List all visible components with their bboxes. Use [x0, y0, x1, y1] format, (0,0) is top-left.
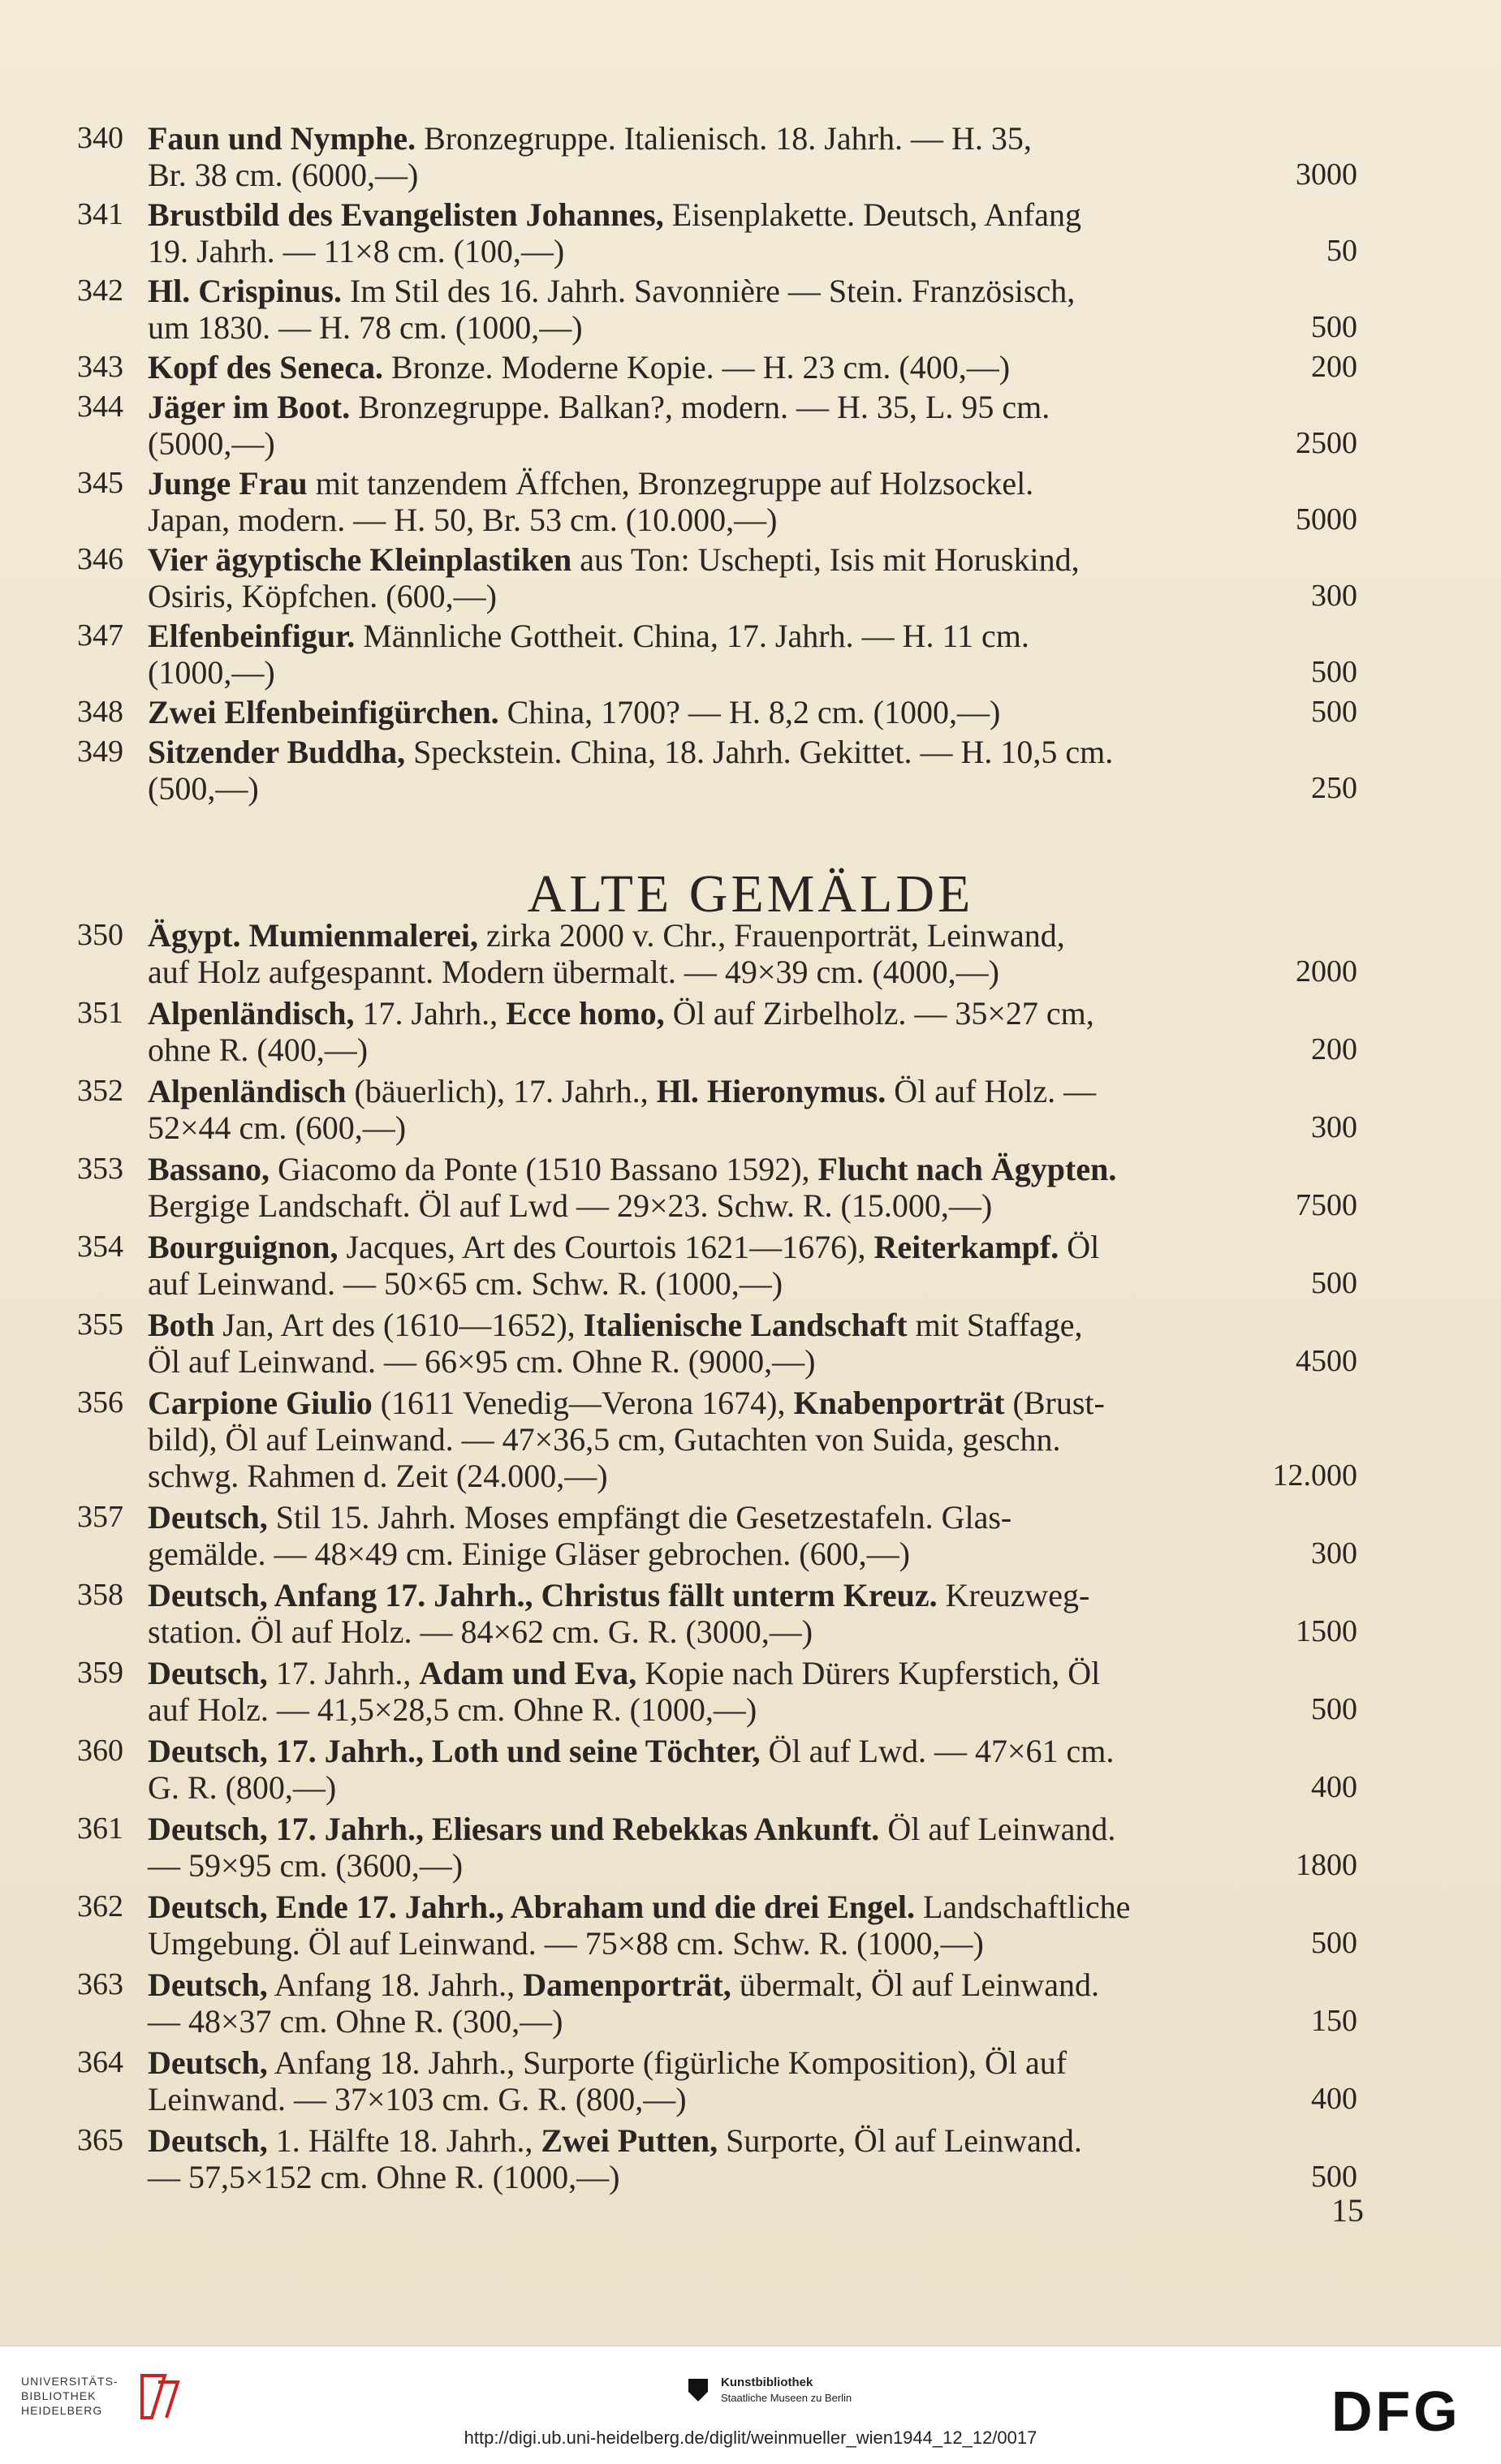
lot-estimate-price: 150 — [1311, 2004, 1357, 2038]
lot-description — [148, 1151, 1357, 1224]
lot-line — [148, 1847, 1357, 1884]
lot-line — [148, 734, 1357, 770]
lot-line — [148, 1769, 1357, 1806]
lot-line — [148, 1733, 1357, 1769]
lot-number: 365 — [77, 2123, 123, 2157]
lot-text: 1. Hälfte 18. Jahrh., — [267, 2122, 541, 2159]
lot-text: (1611 Venedig—Verona 1674), — [372, 1385, 794, 1421]
lot-estimate-price: 500 — [1311, 655, 1357, 689]
lot-title-text: Hl. Crispinus. — [148, 273, 342, 309]
lot-number: 357 — [77, 1500, 123, 1534]
lot-estimate-price: 200 — [1311, 1032, 1357, 1066]
lot-text: Japan, modern. — H. 50, Br. 53 cm. (10.000,—) — [148, 502, 778, 538]
lot-estimate-price: 500 — [1311, 1266, 1357, 1300]
university-line: HEIDELBERG — [21, 2404, 103, 2417]
lot-line — [148, 1655, 1357, 1691]
lot-text: 17. Jahrh., — [354, 995, 507, 1032]
lot-number: 345 — [77, 466, 123, 500]
lot-title-text: Elfenbeinfigur. — [148, 618, 356, 654]
lot-title-text: Deutsch, 17. Jahrh., Eliesars und Rebekkas Ankunft. — [148, 1811, 880, 1847]
lot-number: 354 — [77, 1230, 123, 1264]
lot-title-text: Ägypt. Mumienmalerei, — [148, 917, 478, 954]
lot-number: 358 — [77, 1578, 123, 1612]
lot-estimate-price: 500 — [1311, 1926, 1357, 1960]
lot-line — [148, 1265, 1357, 1302]
lot-text: Öl auf Holz. — — [886, 1073, 1097, 1109]
lot-estimate-price: 400 — [1311, 2082, 1357, 2116]
lot-description — [148, 2122, 1357, 2195]
lot-description — [148, 995, 1357, 1068]
lot-title-text: Bourguignon, — [148, 1229, 339, 1265]
lot-text: Eisenplakette. Deutsch, Anfang — [663, 196, 1081, 233]
lot-title-text: Bassano, — [148, 1151, 270, 1187]
lot-estimate-price: 250 — [1311, 771, 1357, 805]
lot-title-text: Alpenländisch, — [148, 995, 355, 1032]
lot-line — [148, 917, 1357, 954]
lot-title-text: Deutsch, 17. Jahrh., Loth und seine Töchter, — [148, 1733, 761, 1769]
lot-line — [148, 1536, 1357, 1572]
lot-estimate-price: 50 — [1326, 234, 1357, 268]
lot-text: bild), Öl auf Leinwand. — 47×36,5 cm, Gutachten von Suida, geschn. — [148, 1421, 1061, 1458]
lot-title-text: Kopf des Seneca. — [148, 349, 383, 386]
kunstbibliothek-label — [721, 2376, 852, 2404]
lot-title-text: Vier ägyptische Kleinplastiken — [148, 541, 572, 578]
lot-line — [148, 502, 1357, 538]
lot-line — [148, 1499, 1357, 1536]
lot-title-text: Brustbild des Evangelisten Johannes, — [148, 196, 664, 233]
lot-line — [148, 465, 1357, 502]
lot-text: auf Leinwand. — 50×65 cm. Schw. R. (1000,—) — [148, 1265, 783, 1302]
lot-title-text: Sitzender Buddha, — [148, 734, 406, 770]
lot-text: — 48×37 cm. Ohne R. (300,—) — [148, 2003, 563, 2040]
lot-title-text: Knabenporträt — [793, 1385, 1005, 1421]
lot-line — [148, 2003, 1357, 2040]
lot-estimate-price: 500 — [1311, 695, 1357, 729]
lot-title-text: Italienische Landschaft — [583, 1307, 908, 1343]
lot-line — [148, 389, 1357, 425]
university-line: UNIVERSITÄTS- — [21, 2375, 119, 2388]
lot-number: 356 — [77, 1385, 123, 1419]
lot-estimate-price: 1500 — [1296, 1614, 1357, 1648]
lot-estimate-price: 300 — [1311, 1110, 1357, 1144]
lot-description — [148, 1889, 1357, 1962]
lot-line — [148, 1151, 1357, 1187]
lot-line — [148, 694, 1357, 730]
lot-description — [148, 2044, 1357, 2117]
lot-line — [148, 770, 1357, 807]
lot-text: Öl auf Leinwand. — [879, 1811, 1116, 1847]
lot-number: 348 — [77, 695, 123, 729]
lot-description — [148, 1307, 1357, 1380]
lot-number: 349 — [77, 734, 123, 769]
lot-estimate-price: 7500 — [1296, 1188, 1357, 1222]
lot-text: Bergige Landschaft. Öl auf Lwd — 29×23. Schw. R. (15.000,—) — [148, 1187, 993, 1224]
lot-line — [148, 196, 1357, 233]
kunstbibliothek-logo-icon — [684, 2376, 713, 2405]
lot-description — [148, 694, 1357, 730]
lot-description — [148, 1229, 1357, 1302]
lot-text: 52×44 cm. (600,—) — [148, 1109, 407, 1146]
lot-line — [148, 995, 1357, 1032]
lot-text: schwg. Rahmen d. Zeit (24.000,—) — [148, 1458, 608, 1494]
lot-line — [148, 541, 1357, 578]
lot-title-text: Deutsch, — [148, 1499, 268, 1536]
lot-text: (1000,—) — [148, 654, 275, 691]
lot-text: aus Ton: Uschepti, Isis mit Horuskind, — [572, 541, 1080, 578]
lot-line — [148, 1187, 1357, 1224]
lot-estimate-price: 1800 — [1296, 1848, 1357, 1882]
lot-text: China, 1700? — H. 8,2 cm. (1000,—) — [498, 694, 1001, 730]
lot-text: Leinwand. — 37×103 cm. G. R. (800,—) — [148, 2081, 687, 2117]
lot-text: station. Öl auf Holz. — 84×62 cm. G. R. (3000,—) — [148, 1613, 813, 1650]
lot-description — [148, 1811, 1357, 1884]
lot-line — [148, 578, 1357, 614]
dfg-logo: DFG — [1331, 2380, 1461, 2443]
lot-text: Öl auf Leinwand. — 66×95 cm. Ohne R. (9000,—) — [148, 1343, 816, 1380]
lot-text: Kopie nach Dürers Kupferstich, Öl — [636, 1655, 1101, 1691]
lot-number: 347 — [77, 618, 123, 653]
lot-text: mit tanzendem Äffchen, Bronzegruppe auf Holzsockel. — [307, 465, 1034, 502]
lot-line — [148, 1691, 1357, 1728]
lot-number: 341 — [77, 197, 123, 231]
lot-line — [148, 1307, 1357, 1343]
lot-title-text: Deutsch, Anfang 17. Jahrh., Christus fällt unterm Kreuz. — [148, 1577, 938, 1613]
lot-text: Surporte, Öl auf Leinwand. — [718, 2122, 1082, 2159]
lot-text: Bronzegruppe. Balkan?, modern. — H. 35, L. 95 cm. — [350, 389, 1050, 425]
lot-text: Umgebung. Öl auf Leinwand. — 75×88 cm. Schw. R. (1000,—) — [148, 1925, 984, 1962]
lot-line — [148, 2122, 1357, 2159]
lot-estimate-price: 500 — [1311, 310, 1357, 344]
lot-title-text: Deutsch, — [148, 2044, 268, 2081]
lot-number: 342 — [77, 274, 123, 308]
lot-text: G. R. (800,—) — [148, 1769, 337, 1806]
lot-line — [148, 309, 1357, 346]
lot-number: 351 — [77, 996, 123, 1030]
lot-estimate-price: 2000 — [1296, 954, 1357, 989]
lot-line — [148, 1613, 1357, 1650]
lot-number: 350 — [77, 918, 123, 952]
lot-description — [148, 120, 1357, 193]
lot-line — [148, 2044, 1357, 2081]
lot-line — [148, 618, 1357, 654]
lot-number: 360 — [77, 1734, 123, 1768]
lot-line — [148, 1073, 1357, 1109]
lot-line — [148, 120, 1357, 157]
lot-description — [148, 734, 1357, 807]
lot-line — [148, 233, 1357, 269]
lot-text: Anfang 18. Jahrh., — [267, 1966, 524, 2003]
university-line: BIBLIOTHEK — [21, 2389, 97, 2402]
lot-estimate-price: 5000 — [1296, 502, 1357, 536]
lot-text: ohne R. (400,—) — [148, 1032, 369, 1068]
lot-line — [148, 1385, 1357, 1421]
lot-title-text: Damenporträt, — [523, 1966, 731, 2003]
lot-estimate-price: 200 — [1311, 350, 1357, 384]
lot-line — [148, 1421, 1357, 1458]
university-library-name — [21, 2374, 151, 2418]
lot-text: Osiris, Köpfchen. (600,—) — [148, 578, 497, 614]
lot-text: Jan, Art des (1610—1652), — [214, 1307, 584, 1343]
lot-title-text: Adam und Eva, — [419, 1655, 637, 1691]
lot-estimate-price: 500 — [1311, 2160, 1357, 2194]
lot-text: übermalt, Öl auf Leinwand. — [731, 1966, 1099, 2003]
lot-description — [148, 1733, 1357, 1806]
lot-text: Männliche Gottheit. China, 17. Jahrh. — H. 11 cm. — [355, 618, 1029, 654]
lot-description — [148, 465, 1357, 538]
lot-title-text: Zwei Putten, — [541, 2122, 718, 2159]
lot-text: Giacomo da Ponte (1510 Bassano 1592), — [270, 1151, 818, 1187]
lot-number: 343 — [77, 350, 123, 384]
lot-line — [148, 1811, 1357, 1847]
lot-description — [148, 541, 1357, 614]
kunstbibliothek-title: Kunstbibliothek — [721, 2376, 813, 2389]
kunstbibliothek-subtitle: Staatliche Museen zu Berlin — [721, 2392, 852, 2404]
lot-text: Öl auf Zirbelholz. — 35×27 cm, — [664, 995, 1094, 1032]
lot-description — [148, 273, 1357, 346]
lot-title-text: Deutsch, Ende 17. Jahrh., Abraham und die drei Engel. — [148, 1889, 915, 1925]
lot-line — [148, 1966, 1357, 2003]
lot-line — [148, 349, 1357, 386]
lot-text: Kreuzweg- — [937, 1577, 1090, 1613]
lot-text: gemälde. — 48×49 cm. Einige Gläser gebrochen. (600,—) — [148, 1536, 910, 1572]
lot-description — [148, 196, 1357, 269]
lot-text: auf Holz. — 41,5×28,5 cm. Ohne R. (1000,—) — [148, 1691, 757, 1728]
lot-text: Bronzegruppe. Italienisch. 18. Jahrh. — H. 35, — [416, 120, 1032, 157]
lot-line — [148, 2159, 1357, 2195]
lot-title-text: Junge Frau — [148, 465, 308, 502]
lot-text: auf Holz aufgespannt. Modern übermalt. — 49×39 cm. (4000,—) — [148, 954, 999, 990]
lot-line — [148, 954, 1357, 990]
lot-description — [148, 1073, 1357, 1146]
lot-text: — 59×95 cm. (3600,—) — [148, 1847, 464, 1884]
lot-number: 353 — [77, 1152, 123, 1186]
lot-estimate-price: 3000 — [1296, 157, 1357, 192]
lot-number: 364 — [77, 2045, 123, 2079]
lot-text: Öl — [1059, 1229, 1100, 1265]
lot-description — [148, 1655, 1357, 1728]
lot-estimate-price: 4500 — [1296, 1344, 1357, 1378]
lot-title-text: Deutsch, — [148, 2122, 268, 2159]
lot-text: (5000,—) — [148, 425, 275, 462]
lot-title-text: Deutsch, — [148, 1655, 268, 1691]
lot-title-text: Carpione Giulio — [148, 1385, 373, 1421]
lot-line — [148, 1032, 1357, 1068]
lot-estimate-price: 500 — [1311, 1692, 1357, 1726]
lot-text: mit Staffage, — [907, 1307, 1083, 1343]
lot-line — [148, 425, 1357, 462]
lot-description — [148, 917, 1357, 990]
lot-title-text: Faun und Nymphe. — [148, 120, 416, 157]
lot-line — [148, 1229, 1357, 1265]
lot-text: Anfang 18. Jahrh., Surporte (figürliche Komposition), Öl auf — [267, 2044, 1068, 2081]
university-logo-icon — [134, 2371, 183, 2423]
lot-title-text: Hl. Hieronymus. — [656, 1073, 886, 1109]
page-number: 15 — [1331, 2192, 1364, 2229]
lot-number: 352 — [77, 1074, 123, 1108]
lot-description — [148, 1577, 1357, 1650]
lot-estimate-price: 300 — [1311, 579, 1357, 613]
lot-description — [148, 1966, 1357, 2040]
lot-text: (Brust- — [1004, 1385, 1105, 1421]
source-url-link[interactable]: http://digi.ub.uni-heidelberg.de/diglit/weinmueller_wien1944_12_12/0017 — [464, 2427, 1037, 2448]
lot-text: Jacques, Art des Courtois 1621—1676), — [338, 1229, 874, 1265]
lot-number: 346 — [77, 542, 123, 576]
lot-number: 355 — [77, 1307, 123, 1342]
lot-title-text: Zwei Elfenbeinfigürchen. — [148, 694, 499, 730]
lot-estimate-price: 12.000 — [1272, 1458, 1357, 1493]
lot-line — [148, 1458, 1357, 1494]
lot-number: 363 — [77, 1967, 123, 2001]
lot-text: (bäuerlich), 17. Jahrh., — [346, 1073, 657, 1109]
lot-line — [148, 1109, 1357, 1146]
lot-description — [148, 1499, 1357, 1572]
lot-description — [148, 389, 1357, 462]
lot-description — [148, 1385, 1357, 1494]
lot-line — [148, 157, 1357, 193]
lot-line — [148, 273, 1357, 309]
lot-description — [148, 349, 1357, 386]
lot-title-text: Ecce homo, — [506, 995, 665, 1032]
lot-text: — 57,5×152 cm. Ohne R. (1000,—) — [148, 2159, 620, 2195]
lot-text: Speckstein. China, 18. Jahrh. Gekittet. — H. 10,5 cm. — [405, 734, 1114, 770]
lot-line — [148, 1577, 1357, 1613]
lot-title-text: Alpenländisch — [148, 1073, 347, 1109]
lot-title-text: Deutsch, — [148, 1966, 268, 2003]
lot-text: Landschaftliche — [914, 1889, 1131, 1925]
lot-text: Stil 15. Jahrh. Moses empfängt die Gesetzestafeln. Glas- — [267, 1499, 1012, 1536]
lot-estimate-price: 300 — [1311, 1536, 1357, 1570]
lot-text: zirka 2000 v. Chr., Frauenporträt, Leinwand, — [477, 917, 1065, 954]
lot-estimate-price: 400 — [1311, 1770, 1357, 1804]
lot-line — [148, 1889, 1357, 1925]
lot-text: Im Stil des 16. Jahrh. Savonnière — Stein. Französisch, — [341, 273, 1076, 309]
lot-text: 17. Jahrh., — [267, 1655, 420, 1691]
lot-number: 359 — [77, 1656, 123, 1690]
lot-text: 19. Jahrh. — 11×8 cm. (100,—) — [148, 233, 565, 269]
lot-number: 340 — [77, 121, 123, 155]
lot-title-text: Jäger im Boot. — [148, 389, 351, 425]
lot-description — [148, 618, 1357, 691]
lot-line — [148, 654, 1357, 691]
lot-title-text: Reiterkampf. — [873, 1229, 1059, 1265]
lot-text: (500,—) — [148, 770, 259, 807]
lot-line — [148, 2081, 1357, 2117]
lot-text: um 1830. — H. 78 cm. (1000,—) — [148, 309, 583, 346]
lot-number: 361 — [77, 1811, 123, 1846]
lot-text: Bronze. Moderne Kopie. — H. 23 cm. (400,—) — [383, 349, 1011, 386]
lot-text: Br. 38 cm. (6000,—) — [148, 157, 419, 193]
lot-estimate-price: 2500 — [1296, 426, 1357, 460]
section-title: ALTE GEMÄLDE — [527, 864, 974, 924]
footer-bar — [0, 2346, 1501, 2464]
lot-title-text: Both — [148, 1307, 215, 1343]
lot-title-text: Flucht nach Ägypten. — [817, 1151, 1117, 1187]
lot-number: 362 — [77, 1889, 123, 1923]
lot-line — [148, 1925, 1357, 1962]
lot-line — [148, 1343, 1357, 1380]
lot-number: 344 — [77, 390, 123, 424]
lot-text: Öl auf Lwd. — 47×61 cm. — [760, 1733, 1115, 1769]
